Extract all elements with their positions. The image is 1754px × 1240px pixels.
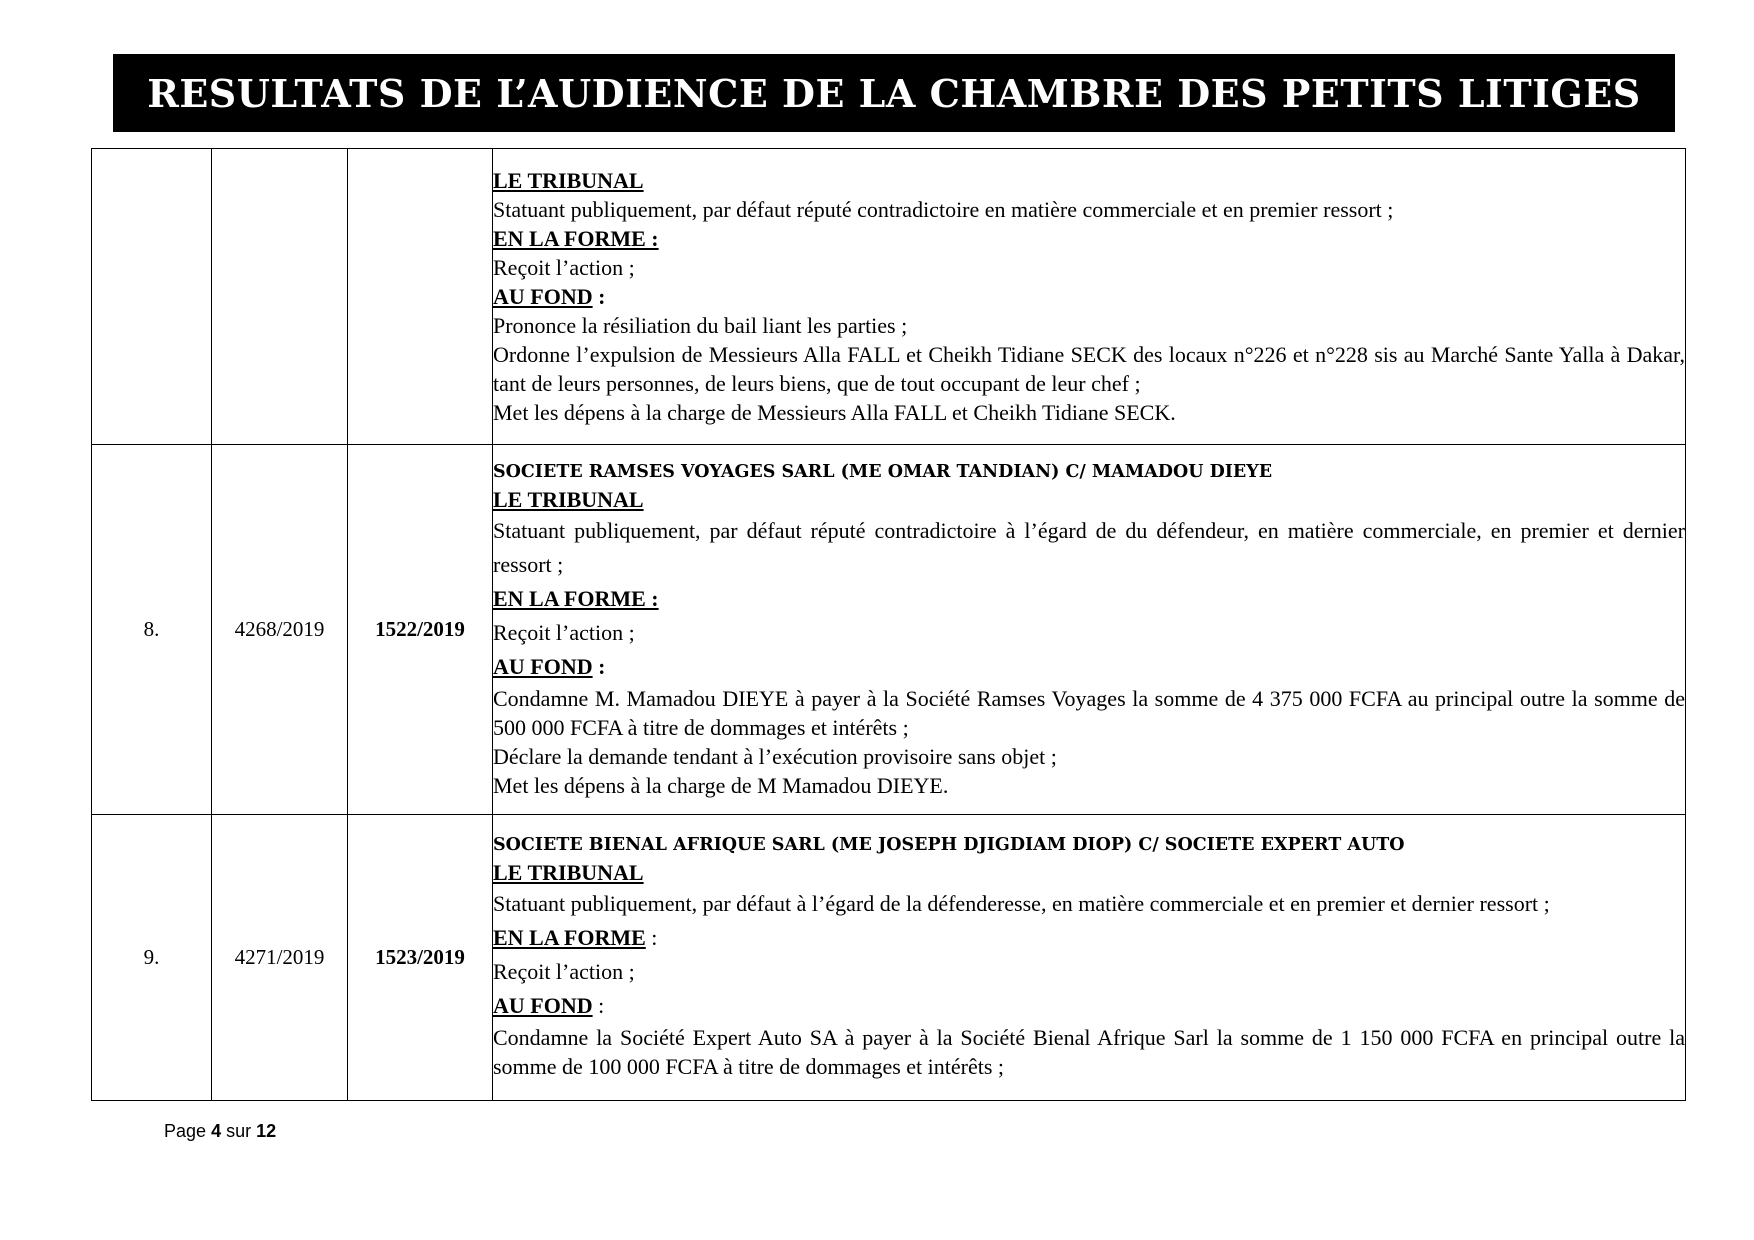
page-header-banner xyxy=(113,54,1675,132)
table-row xyxy=(92,445,1686,815)
page-footer xyxy=(164,1121,276,1142)
tribunal-heading: LE TRIBUNAL xyxy=(493,860,644,885)
fond-colon: : xyxy=(592,654,606,679)
tribunal-heading: LE TRIBUNAL xyxy=(493,487,644,512)
statuant-text: Statuant publiquement, par défaut réputé contradictoire à l’égard de du défendeur, en matière commerciale, en premier et dernier ressort ; xyxy=(493,518,1685,577)
fond-line: Met les dépens à la charge de M Mamadou DIEYE. xyxy=(493,773,949,798)
case-parties: SOCIETE BIENAL AFRIQUE SARL (ME JOSEPH DJIGDIAM DIOP) C/ SOCIETE EXPERT AUTO xyxy=(493,835,1405,855)
fond-line: Met les dépens à la charge de Messieurs Alla FALL et Cheikh Tidiane SECK. xyxy=(493,400,1176,425)
statuant-text: Statuant publiquement, par défaut à l’égard de la défenderesse, en matière commerciale et en premier et dernier ressort ; xyxy=(493,891,1550,916)
page-number: 4 xyxy=(211,1121,222,1141)
rg-number xyxy=(212,149,348,445)
fond-heading: AU FOND xyxy=(493,654,593,679)
page-title: RESULTATS DE L’AUDIENCE DE LA CHAMBRE DES PETITS LITIGES xyxy=(147,70,1641,116)
page-label: Page xyxy=(164,1121,207,1141)
forme-text: Reçoit l’action ; xyxy=(493,959,635,984)
fond-line: Condamne M. Mamadou DIEYE à payer à la Société Ramses Voyages la somme de 4 375 000 FCFA au principal outre la somme de 500 000 FCFA à titre de dommages et intérêts ; xyxy=(493,686,1685,740)
judgment-number: 1523/2019 xyxy=(348,815,493,1101)
case-parties: SOCIETE RAMSES VOYAGES SARL (ME OMAR TANDIAN) C/ MAMADOU DIEYE xyxy=(493,462,1273,482)
statuant-text: Statuant publiquement, par défaut réputé contradictoire en matière commerciale et en premier ressort ; xyxy=(493,197,1394,222)
decision-text xyxy=(493,149,1686,445)
row-number xyxy=(92,149,212,445)
fond-line: Ordonne l’expulsion de Messieurs Alla FALL et Cheikh Tidiane SECK des locaux n°226 et n°228 sis au Marché Sante Yalla à Dakar, tant de leurs personnes, de leurs biens, que de tout occupant de leur chef ; xyxy=(493,342,1685,396)
fond-line: Condamne la Société Expert Auto SA à payer à la Société Bienal Afrique Sarl la somme de 1 150 000 FCFA en principal outre la somme de 100 000 FCFA à titre de dommages et intérêts ; xyxy=(493,1025,1685,1079)
fond-line: Prononce la résiliation du bail liant les parties ; xyxy=(493,313,908,338)
page-sur: sur xyxy=(226,1121,252,1141)
fond-heading: AU FOND xyxy=(493,284,593,309)
decision-text xyxy=(493,445,1686,815)
decision-text xyxy=(493,815,1686,1101)
results-table xyxy=(91,148,1686,1101)
table-row xyxy=(92,149,1686,445)
tribunal-heading: LE TRIBUNAL xyxy=(493,168,644,193)
table-row xyxy=(92,815,1686,1101)
forme-text: Reçoit l’action ; xyxy=(493,620,635,645)
row-number: 8. xyxy=(92,445,212,815)
forme-heading: EN LA FORME xyxy=(493,925,646,950)
forme-heading: EN LA FORME : xyxy=(493,586,659,611)
rg-number: 4271/2019 xyxy=(212,815,348,1101)
judgment-number xyxy=(348,149,493,445)
page-total: 12 xyxy=(256,1121,277,1141)
forme-heading: EN LA FORME : xyxy=(493,226,659,251)
judgment-number: 1522/2019 xyxy=(348,445,493,815)
fond-heading: AU FOND xyxy=(493,993,593,1018)
forme-text: Reçoit l’action ; xyxy=(493,255,635,280)
rg-number: 4268/2019 xyxy=(212,445,348,815)
fond-colon: : xyxy=(592,284,606,309)
fond-colon: : xyxy=(592,993,605,1018)
forme-colon: : xyxy=(645,925,658,950)
row-number: 9. xyxy=(92,815,212,1101)
fond-line: Déclare la demande tendant à l’exécution provisoire sans objet ; xyxy=(493,744,1057,769)
